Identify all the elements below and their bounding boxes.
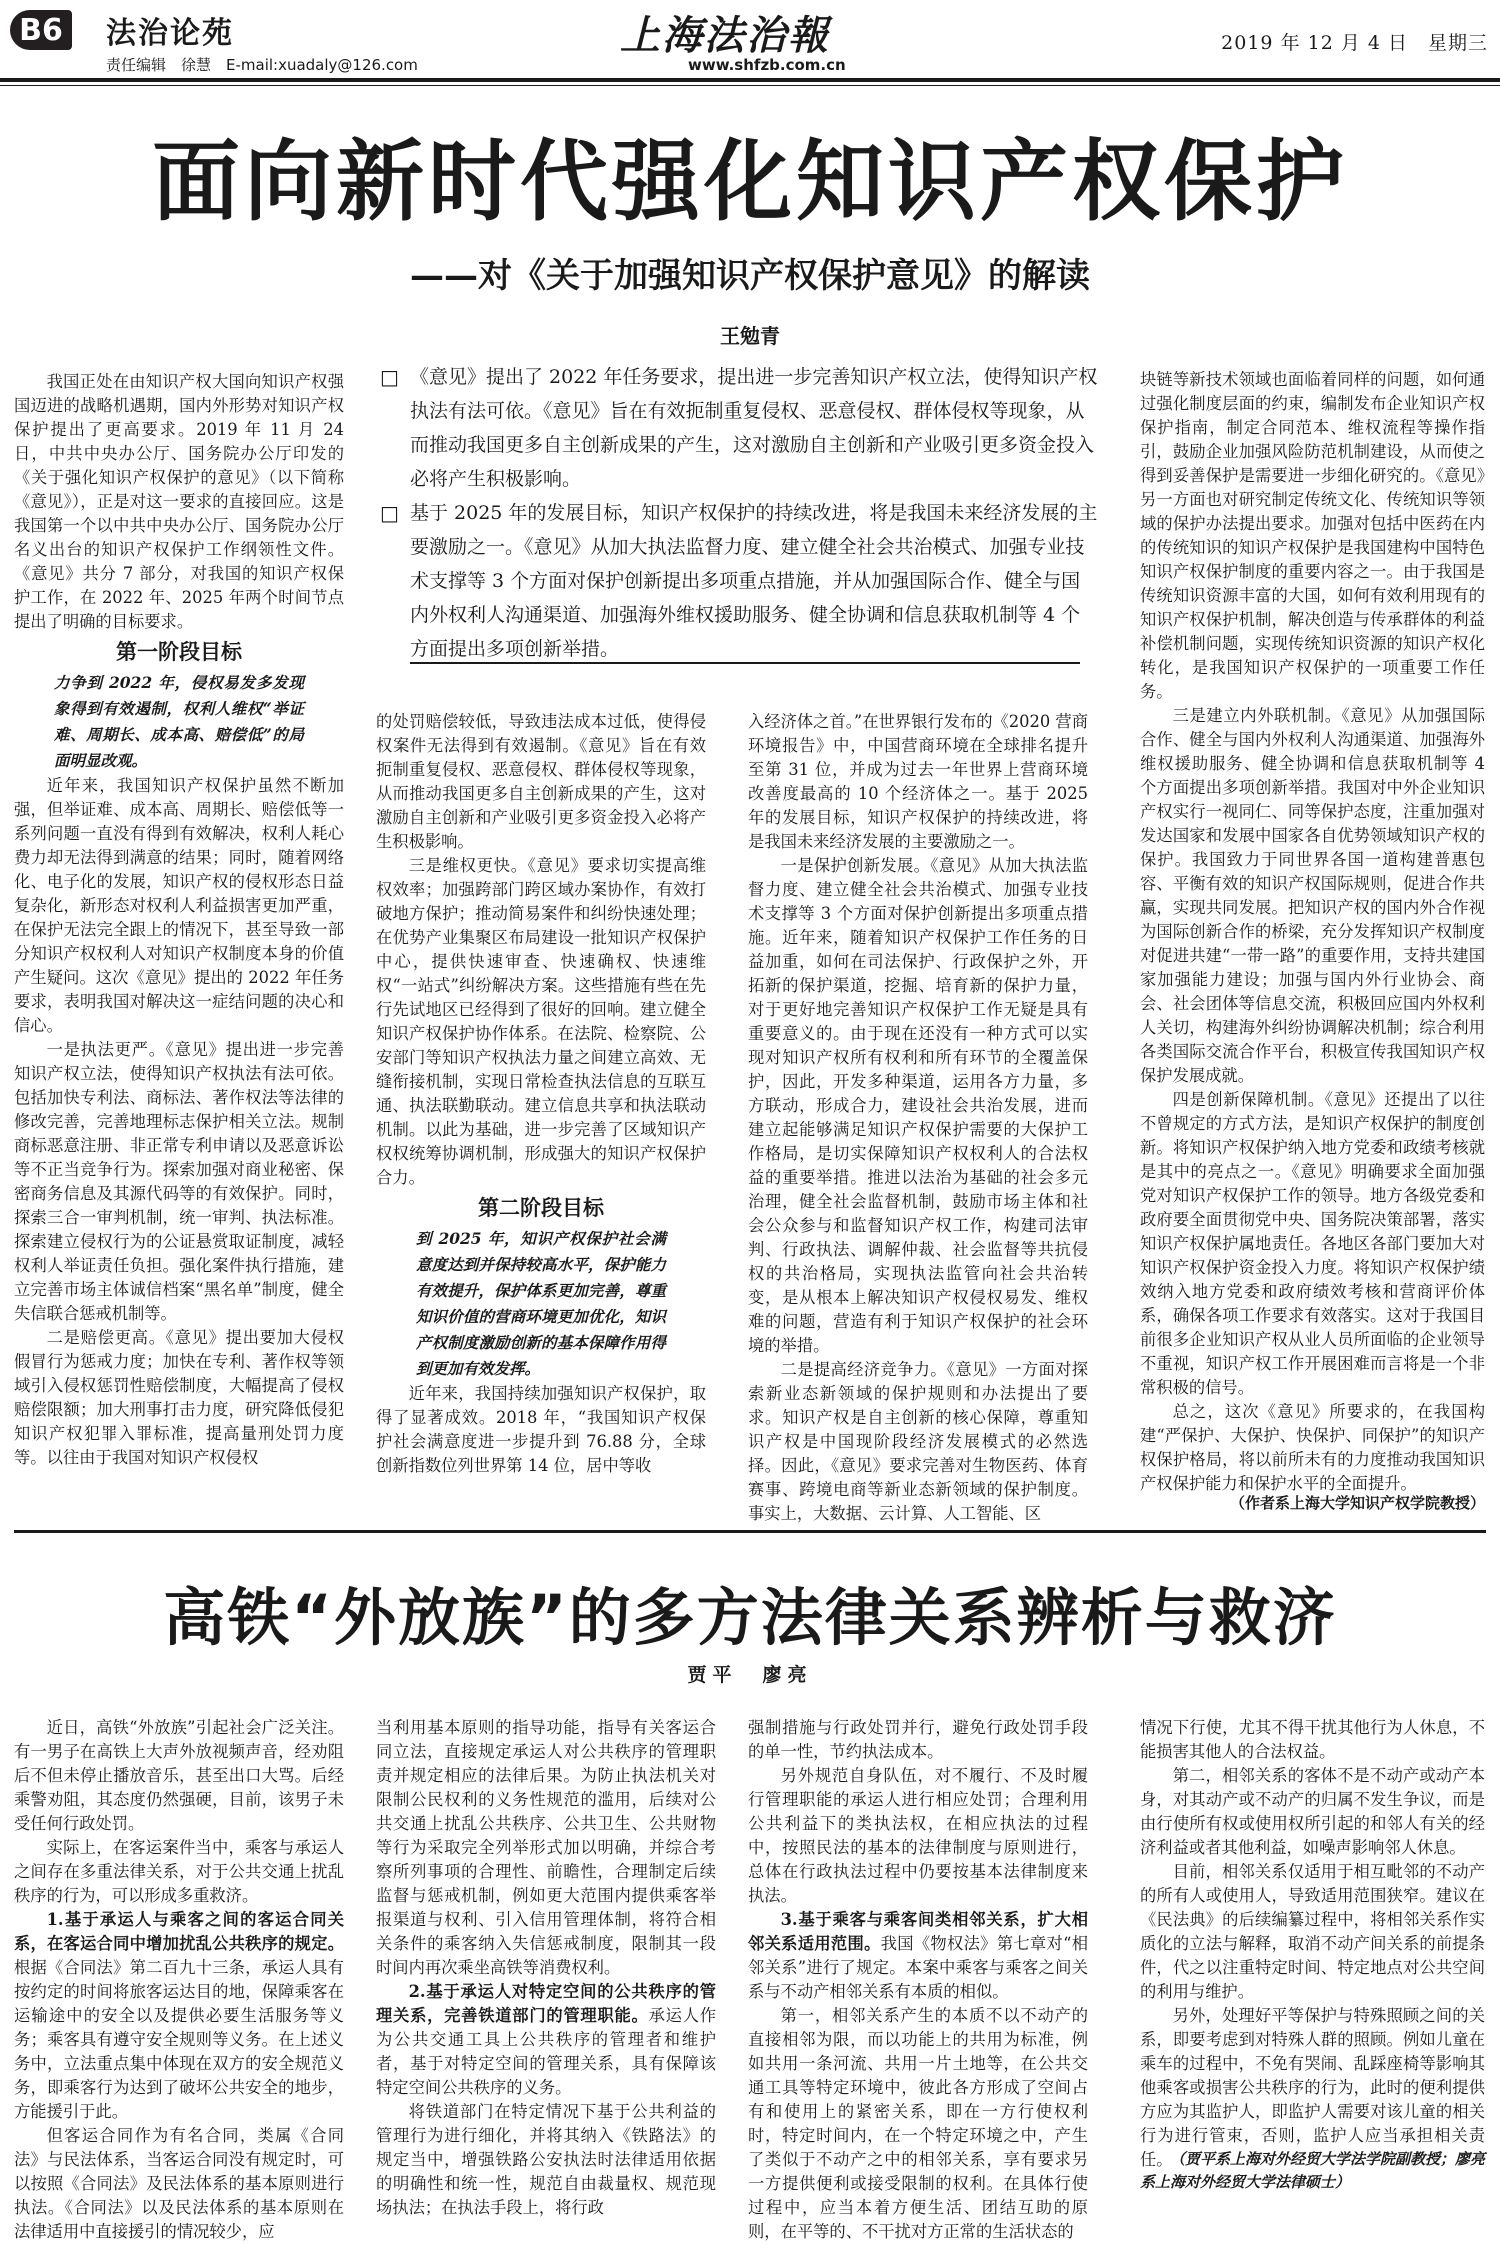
article2-column-3 (748, 1716, 1088, 2241)
article1-author: 王勉青 (720, 324, 780, 348)
paragraph (748, 2004, 1088, 2244)
paragraph: 近年来，我国知识产权保护虽然不断加强，但举证难、成本高、周期长、赔偿低等一系列问题一直没有得到有效解决，权利人耗心费力却无法得到满意的结果；同时，随着网络化、电子化的发展，知识产权的侵权形态日益复杂化，新形态对权利人利益损害更加严重，在保护无法完全跟上的情况下，甚至导致一部分知识产权权利人对知识产权制度本身的价值产生疑问。这次《意见》提出的 2022 年任务要求，表明我国对解决这一症结问题的决心和信心。 (14, 776, 344, 1035)
paragraph-text: 另外，处理好平等保护与特殊照顾之间的关系，即要考虑到对特殊人群的照顾。例如儿童在乘车的过程中，不免有哭闹、乱踩座椅等影响其他乘客或损害公共秩序的行为，此时的便利提供方应为其监护人，即监护人需要对该儿童的相关行为进行管束，否则，监护人应当承担相关责任。 (1140, 2006, 1485, 2169)
section-lead-in: 3.基于乘客与乘客间类相邻关系，扩大相邻关系适用范围。 (748, 1910, 1088, 1953)
paragraph: 入经济体之首。”在世界银行发布的《2020 营商环境报告》中，中国营商环境在全球排名提升至第 31 位，并成为过去一年世界上营商环境改善度最高的 10 个经济体之一。基于 2025 年的发展目标，知识产权保护的持续改进，将是我国未来经济发展的主要激励之一。 (748, 712, 1088, 851)
article2-column-4 (1140, 1716, 1485, 2169)
paragraph: 总之，这次《意见》所要求的，在我国构建“严保护、大保护、快保护、同保护”的知识产权保护格局，将以前所未有的力度推动我国知识产权保护能力和保护水平的全面提升。 (1140, 1402, 1485, 1493)
goal-item (380, 360, 1098, 496)
paragraph (748, 1716, 1088, 1764)
paragraph: 一是执法更严。《意见》提出进一步完善知识产权立法，使得知识产权执法有法可依。包括加快专利法、商标法、著作权法等法律的修改完善，完善地理标志保护相关立法。规制商标恶意注册、非正常专利申请以及恶意诉讼等不正当竞争行为。探索加强对商业秘密、保密商务信息及其源代码等的有效保护。同时，探索三合一审判机制，统一审判、执法标准。探索建立侵权行为的公证悬赏取证制度，减轻权利人举证责任负担。强化案件执行措施，建立完善市场主体诚信档案“黑名单”制度，健全失信联合惩戒机制等。 (14, 1040, 344, 1323)
stage2-lead: 到 2025 年，知识产权保护社会满意度达到并保持较高水平，保护能力有效提升，保护体系更加完善，尊重知识价值的营商环境更加优化，知识产权制度激励创新的基本保障作用得到更加有效发挥。 (416, 1229, 666, 1378)
paragraph-text: 近日，高铁“外放族”引起社会广泛关注。有一男子在高铁上大声外放视频声音，经劝阻后不但未停止播放音乐，甚至出口大骂。后经乘警劝阻，其态度仍然强硬，目前，该男子未受任何行政处罚。 (14, 1718, 344, 1833)
paragraph: 二是提高经济竞争力。《意见》一方面对探索新业态新领域的保护规则和办法提出了要求。知识产权是自主创新的核心保障，尊重知识产权是中国现阶段经济发展模式的必然选择。因此，《意见》要求完善对生物医药、体育赛事、跨境电商等新业态新领域的保护制度。事实上，大数据、云计算、人工智能、区 (748, 1360, 1088, 1523)
masthead-rule (0, 78, 1500, 82)
paragraph (376, 2100, 716, 2220)
paragraph (14, 1716, 344, 1836)
paragraph-text: 我国《物权法》第七章对“相邻关系”进行了规定。本案中乘客与乘客之间关系与不动产相邻关系有本质的相似。 (748, 1934, 1088, 2001)
paragraph (748, 1908, 1088, 2004)
paragraph-text: 将铁道部门在特定情况下基于公共利益的管理行为进行细化，并将其纳入《铁路法》的规定当中，增强铁路公安执法时法律适用依据的明确性和统一性，规范自由裁量权、规范现场执法；在执法手段上，将行政 (376, 2102, 716, 2217)
paragraph (376, 1716, 716, 1980)
article1-author-bio: （作者系上海大学知识产权学院教授） (1229, 1494, 1485, 1512)
paragraph-text: 情况下行使，尤其不得干扰其他行为人休息，不能损害其他人的合法权益。 (1140, 1718, 1485, 1761)
section-title: 法治论苑 (106, 16, 234, 51)
goals-summary-box (380, 360, 1098, 660)
editor-credit: 责任编辑 徐慧 E-mail:xuadaly@126.com (106, 56, 418, 74)
paragraph: 二是赔偿更高。《意见》提出要加大侵权假冒行为惩戒力度；加快在专利、著作权等领域引入侵权惩罚性赔偿制度，大幅提高了侵权赔偿限额；加大刑事打击力度，研究降低侵犯知识产权犯罪入罪标准，提高量刑处罚力度等。以往由于我国对知识产权侵权 (14, 1328, 344, 1467)
article1-column-1 (14, 370, 344, 1520)
goals-box-rule (410, 662, 1080, 664)
stage1-lead: 力争到 2022 年，侵权易发多发现象得到有效遏制，权利人维权“举证难、周期长、成本高、赔偿低”的局面明显改观。 (54, 673, 304, 770)
article1-subheadline: ——对《关于加强知识产权保护意见》的解读 (410, 256, 1090, 296)
paragraph: 近年来，我国持续加强知识产权保护，取得了显著成效。2018 年，“我国知识产权保护社会满意度进一步提升到 76.88 分，全球创新指数位列世界第 14 位，居中等收 (376, 1384, 706, 1475)
article1-column-3 (748, 710, 1088, 1523)
newspaper-nameplate: 上海法治報 (620, 12, 830, 59)
masthead-rule-thin (0, 85, 1500, 86)
article1-headline: 面向新时代强化知识产权保护 (151, 130, 1348, 233)
section-lead-in: 1.基于承运人与乘客之间的客运合同关系，在客运合同中增加扰乱公共秩序的规定。 (14, 1910, 344, 1953)
article2-authors: 贾平 廖亮 (687, 1664, 813, 1686)
paragraph: 我国正处在由知识产权大国向知识产权强国迈进的战略机遇期，国内外形势对知识产权保护提出了更高要求。2019 年 11 月 24 日，中共中央办公厅、国务院办公厅印发的《关于强化知识产权保护的意见》（以下简称《意见》），正是对这一要求的直接回应。这是我国第一个以中共中央办公厅、国务院办公厅名义出台的知识产权保护工作纲领性文件。《意见》共分 7 部分，对我国的知识产权保护工作，在 2022 年、2025 年两个时间节点提出了明确的目标要求。 (14, 372, 344, 631)
article1-column-4 (1140, 368, 1485, 1493)
paragraph: 四是创新保障机制。《意见》还提出了以往不曾规定的方式方法，是知识产权保护的制度创新。将知识产权保护纳入地方党委和政绩考核就是其中的亮点之一。《意见》明确要求全面加强党对知识产权保护工作的领导。地方各级党委和政府要全面贯彻党中央、国务院决策部署，落实知识产权保护属地责任。各地区各部门要加大对知识产权保护资金投入力度。将知识产权保护绩效纳入地方党委和政府绩效考核和营商评价体系，确保各项工作要求有效落实。这对于我国目前很多企业知识产权从业人员所面临的企业领导不重视，知识产权工作开展困难而言将是一个非常积极的信号。 (1140, 1090, 1485, 1397)
paragraph-text: 承运人作为公共交通工具上公共秩序的管理者和维护者，基于对特定空间的管理关系，具有保障该特定空间公共秩序的义务。 (376, 2006, 716, 2097)
paragraph-text: 实际上，在客运案件当中，乘客与承运人之间存在多重法律关系，对于公共交通上扰乱秩序的行为，可以形成多重救济。 (14, 1838, 344, 1905)
paragraph: 块链等新技术领域也面临着同样的问题，如何通过强化制度层面的约束，编制发布企业知识产权保护指南，制定合同范本、维权流程等操作指引，鼓励企业加强风险防范机制建设，从而使之得到妥善保护是需要进一步细化研究的。《意见》另一方面也对研究制定传统文化、传统知识等领域的保护办法提出要求。加强对包括中医药在内的传统知识的知识产权保护是我国建构中国特色知识产权保护制度的重要内容之一。由于我国是传统知识资源丰富的大国，如何有效利用现有的知识产权保护机制，解决创造与传承群体的利益补偿机制问题，实现传统知识资源的知识产权化转化，是我国知识产权保护的一项重要工作任务。 (1140, 370, 1485, 701)
paragraph (1140, 1860, 1485, 2004)
article2-author-bio: （贾平系上海对外经贸大学法学院副教授；廖亮系上海对外经贸大学法律硕士） (1140, 2150, 1486, 2191)
paragraph: 的处罚赔偿较低，导致违法成本过低，使得侵权案件无法得到有效遏制。《意见》旨在有效扼制重复侵权、恶意侵权、群体侵权等现象，从而推动我国更多自主创新成果的产生，这对激励自主创新和产业吸引更多资金投入必将产生积极影响。 (376, 712, 706, 851)
paragraph-text: 但客运合同作为有名合同，类属《合同法》与民法体系，当客运合同没有规定时，可以按照《合同法》及民法体系的基本原则进行执法。《合同法》以及民法体系的基本原则在法律适用中直接援引的情况较少，应 (14, 2126, 344, 2241)
article1-column-2 (376, 710, 706, 1520)
paragraph (748, 1764, 1088, 1908)
goal-text: 基于 2025 年的发展目标，知识产权保护的持续改进，将是我国未来经济发展的主要激励之一。《意见》从加大执法监督力度、建立健全社会共治模式、加强专业技术支撑等 3 个方面对保护创新提出多项重点措施，并从加强国际合作、健全与国内外权利人沟通渠道、加强海外维权援助服务、健全协调和信息获取机制等 4 个方面提出多项创新举措。 (410, 502, 1098, 660)
article2-column-2 (376, 1716, 716, 2226)
section-lead-in: 2.基于承运人对特定空间的公共秩序的管理关系，完善铁道部门的管理职能。 (376, 1982, 716, 2025)
goal-item (380, 496, 1098, 666)
paragraph-text: 强制措施与行政处罚并行，避免行政处罚手段的单一性，节约执法成本。 (748, 1718, 1088, 1761)
paragraph-text: 第一，相邻关系产生的本质不以不动产的直接相邻为限，而以功能上的共用为标准，例如共用一条河流、共用一片土地等，在公共交通工具等特定环境中，彼此各方形成了空间占有和使用上的紧密关系，即在一方行使权利时，特定时间内，在一个特定环境之中，产生了类似于不动产之中的相邻关系，享有要求另一方提供便利或接受限制的权利。在具体行使过程中，应当本着方便生活、团结互助的原则，在平等的、不干扰对方正常的生活状态的 (748, 2006, 1088, 2241)
paragraph-text: 根据《合同法》第二百九十三条，承运人具有按约定的时间将旅客运达目的地，保障乘客在运输途中的安全以及提供必要生活服务等义务；乘客具有遵守安全规则等义务。在上述义务中，立法重点集中体现在双方的安全规范义务，即乘客行为达到了破坏公共安全的地步，方能援引于此。 (14, 1958, 344, 2121)
stage2-heading: 第二阶段目标 (478, 1196, 604, 1220)
issue-date: 2019 年 12 月 4 日 星期三 (1221, 32, 1488, 54)
paragraph-text: 第二，相邻关系的客体不是不动产或动产本身，对其动产或不动产的归属不发生争议，而是由行使所有权或使用权所引起的和邻人有关的经济利益或者其他利益，如噪声影响邻人休息。 (1140, 1766, 1485, 1857)
paragraph (14, 2124, 344, 2244)
article2-headline: 高铁“外放族”的多方法律关系辨析与救济 (163, 1581, 1337, 1654)
goal-text: 《意见》提出了 2022 年任务要求，提出进一步完善知识产权立法，使得知识产权执法有法可依。《意见》旨在有效扼制重复侵权、恶意侵权、群体侵权等现象，从而推动我国更多自主创新成果的产生，这对激励自主创新和产业吸引更多资金投入必将产生积极影响。 (410, 366, 1098, 490)
paragraph (1140, 2004, 1485, 2172)
paragraph (14, 1836, 344, 1908)
paragraph-text: 当利用基本原则的指导功能，指导有关客运合同立法，直接规定承运人对公共秩序的管理职责并规定相应的法律后果。为防止执法机关对限制公民权利的义务性规范的滥用，后续对公共交通上扰乱公共秩序、公共卫生、公共财物等行为采取完全列举形式加以明确，并综合考察所列事项的合理性、前瞻性，合理制定后续监督与惩戒机制，例如更大范围内提供乘客举报渠道与权利、引入信用管理体制，将符合相关条件的乘客纳入失信惩戒制度，限制其一段时间内再次乘坐高铁等消费权利。 (376, 1718, 716, 1977)
stage1-heading: 第一阶段目标 (116, 640, 242, 664)
article-divider (14, 1530, 1486, 1533)
paragraph: 三是维权更快。《意见》要求切实提高维权效率；加强跨部门跨区域办案协作，有效打破地方保护；推动简易案件和纠纷快速处理；在优势产业集聚区布局建设一批知识产权保护中心，提供快速审查、快速确权、快速维权“一站式”纠纷解决方案。这些措施有些在先行先试地区已经得到了很好的回响。建立健全知识产权保护协作体系。在法院、检察院、公安部门等知识产权执法力量之间建立高效、无缝衔接机制，实现日常检查执法信息的互联互通、执法联勤联动。建立信息共享和执法联动机制。以此为基础，进一步完善了区域知识产权权统筹协调机制，形成强大的知识产权保护合力。 (376, 856, 706, 1187)
paragraph-text: 另外规范自身队伍，对不履行、不及时履行管理职能的承运人进行相应处罚；合理利用公共利益下的类执法权，在相应执法的过程中，按照民法的基本的法律制度与原则进行，总体在行政执法过程中仍要按基本法律制度来执法。 (748, 1766, 1088, 1905)
paragraph: 三是建立内外联机制。《意见》从加强国际合作、健全与国内外权利人沟通渠道、加强海外维权援助服务、健全协调和信息获取机制等 4 个方面提出多项创新举措。我国对中外企业知识产权实行一视同仁、同等保护态度，注重加强对发达国家和发展中国家各自优势领域知识产权的保护。我国致力于同世界各国一道构建普惠包容、平衡有效的知识产权国际规则，促进合作共赢，实现共同发展。把知识产权的国内外合作视为国际创新合作的桥梁，充分发挥知识产权制度对促进共建“一带一路”的重要作用，支持共建国家加强能力建设；加强与国内外行业协会、商会、社会团体等信息交流，积极回应国内外权利人关切，构建海外纠纷协调解决机制；综合利用各类国际交流合作平台，积极宣传我国知识产权保护发展成就。 (1140, 706, 1485, 1085)
checkbox-square-icon: □ (380, 501, 399, 525)
checkbox-square-icon: □ (380, 365, 399, 389)
paragraph: 一是保护创新发展。《意见》从加大执法监督力度、建立健全社会共治模式、加强专业技术支撑等 3 个方面对保护创新提出多项重点措施。近年来，随着知识产权保护工作任务的日益加重，如何在司法保护、行政保护之外，开拓新的保护渠道，挖掘、培育新的保护力量，对于更好地完善知识产权保护工作无疑是具有重要意义的。由于现在还没有一种方式可以实现对知识产权所有权利和所有环节的全覆盖保护，因此，开发多种渠道，运用各方力量，多方联动，形成合力，建设社会共治发展，进而建立起能够满足知识产权保护需要的大保护工作格局，是切实保障知识产权权利人的合法权益的重要举措。推进以法治为基础的社会多元治理，健全社会监督机制，鼓励市场主体和社会公众参与和监督知识产权工作，构建司法审判、行政执法、调解仲裁、社会监督等共抗侵权的共治格局，实现执法监管向社会共治转变，是从根本上解决知识产权侵权易发、维权难的问题，营造有利于知识产权保护的社会环境的举措。 (748, 856, 1088, 1355)
paragraph (376, 1980, 716, 2100)
article2-column-1 (14, 1716, 344, 2241)
paragraph-text: 目前，相邻关系仅适用于相互毗邻的不动产的所有人或使用人，导致适用范围狭窄。建议在《民法典》的后续编纂过程中，将相邻关系作实质化的立法与解释，取消不动产间关系的前提条件，代之以注重特定时间、特定地点对公共空间的利用与维护。 (1140, 1862, 1485, 2001)
paragraph (14, 1908, 344, 2124)
paragraph (1140, 1716, 1485, 1764)
page-number-badge: B6 (10, 10, 72, 50)
paragraph (1140, 1764, 1485, 1860)
website-url: www.shfzb.com.cn (688, 56, 846, 74)
